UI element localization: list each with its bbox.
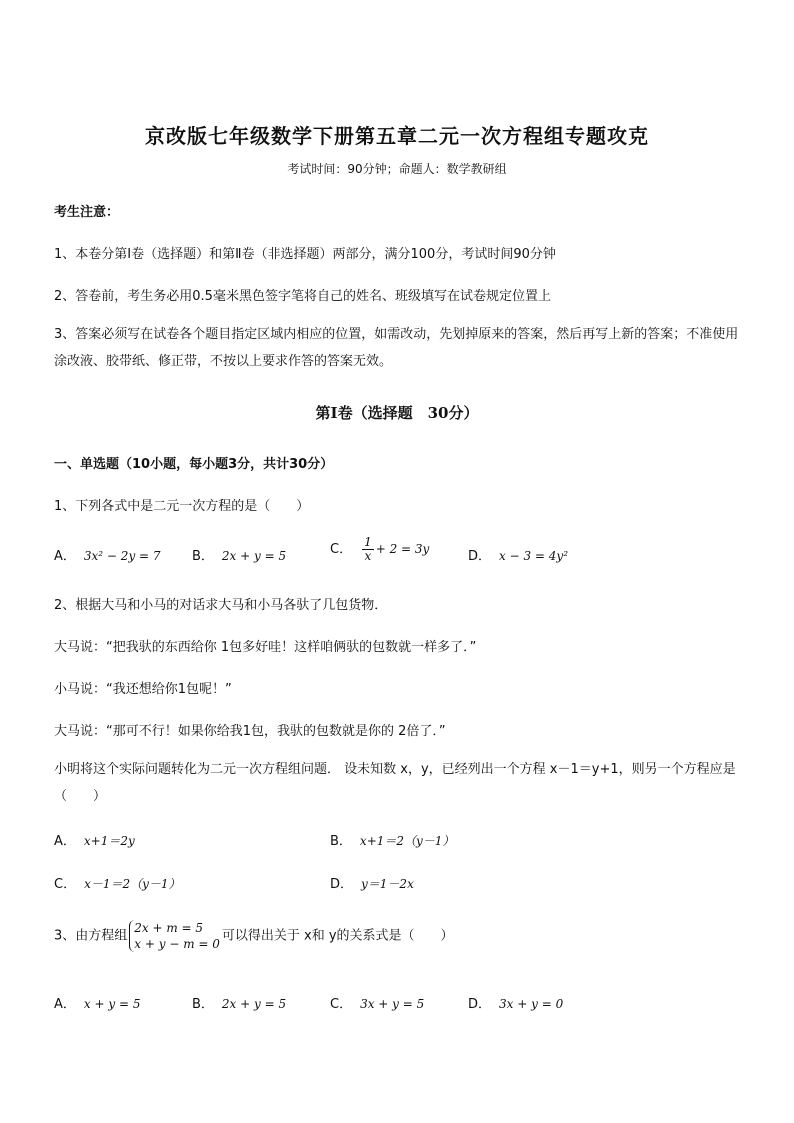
q2-dialog-2: 小马说：“我还想给你1包呢！” [54, 682, 232, 697]
q3-option-b[interactable] [192, 993, 286, 1012]
q2-stem: 2、根据大马和小马的对话求大马和小马各驮了几包货物． [54, 598, 388, 613]
option-label: D． [468, 997, 492, 1012]
q1-option-c[interactable] [330, 536, 429, 563]
option-label: A． [54, 549, 76, 564]
option-math: x − 3 = 4y² [499, 549, 569, 563]
q2-option-a[interactable] [54, 830, 135, 849]
part1-heading: 第Ⅰ卷（选择题 30分） [315, 404, 479, 422]
q1-option-d[interactable] [468, 545, 568, 564]
q3-option-c[interactable] [330, 993, 424, 1012]
option-math: 3x + y = 0 [499, 997, 564, 1011]
system-eq-1: 2x + m = 5 [134, 921, 204, 935]
q3-stem-prefix: 3、由方程组 [54, 928, 128, 944]
q1-option-b[interactable] [192, 545, 286, 564]
q3-option-a[interactable] [54, 993, 140, 1012]
option-math: 3x² − 2y = 7 [83, 549, 161, 563]
option-math: y＝1－2x [361, 877, 414, 891]
q1-stem: 1、下列各式中是二元一次方程的是（ ） [54, 499, 310, 514]
option-label: C． [54, 877, 77, 892]
option-label: B． [330, 834, 352, 849]
option-label: A． [54, 834, 76, 849]
option-math: 3x + y = 5 [360, 997, 425, 1011]
notice-item-1: 1、本卷分第Ⅰ卷（选择题）和第Ⅱ卷（非选择题）两部分，满分100分，考试时间90分钟 [54, 247, 556, 262]
system-eq-2: x + y − m = 0 [134, 937, 220, 951]
option-label: B． [192, 997, 214, 1012]
option-label: C． [330, 997, 353, 1012]
q3-stem-suffix: 可以得出关于 x和 y的关系式是（ ） [221, 928, 454, 944]
option-math: x+1＝2y [83, 834, 135, 848]
option-label: B． [192, 549, 214, 564]
option-label: D． [330, 877, 354, 892]
fraction-denominator: x [364, 549, 372, 563]
option-math: x+1＝2（y－1） [359, 834, 455, 848]
option-label: A． [54, 997, 76, 1012]
notice-heading: 考生注意： [54, 205, 120, 220]
option-math: x－1＝2（y－1） [84, 877, 181, 891]
exam-title: 京改版七年级数学下册第五章二元一次方程组专题攻克 [145, 124, 649, 148]
notice-item-2: 2、答卷前，考生务必用0.5毫米黑色签字笔将自己的姓名、班级填写在试卷规定位置上 [54, 289, 551, 304]
option-math: 2x + y = 5 [221, 997, 287, 1011]
q2-option-c[interactable] [54, 873, 181, 892]
q2-option-b[interactable] [330, 830, 454, 849]
fraction-numerator: 1 [364, 535, 372, 549]
exam-subtitle: 考试时间：90分钟；命题人：数学教研组 [287, 162, 507, 176]
option-label: C． [330, 542, 353, 557]
fraction [362, 536, 374, 563]
q2-dialog-3: 大马说：“那可不行！如果你给我1包，我驮的包数就是你的 2倍了．” [54, 724, 446, 739]
q3-option-d[interactable] [468, 993, 563, 1012]
q2-dialog-1: 大马说：“把我驮的东西给你 1包多好哇！这样咱俩驮的包数就一样多了．” [54, 640, 477, 655]
option-math: + 2 = 3y [375, 542, 430, 556]
option-math: 2x + y = 5 [221, 549, 287, 563]
q1-option-a[interactable] [54, 545, 161, 564]
option-label: D． [468, 549, 492, 564]
equation-system [129, 920, 220, 952]
q2-task: 小明将这个实际问题转化为二元一次方程组问题． 设未知数 x，y，已经列出一个方程 x－1＝y+1，则另一个方程应是（ ） [54, 762, 736, 804]
option-math: x + y = 5 [83, 997, 141, 1011]
notice-item-3: 3、答案必须写在试卷各个题目指定区域内相应的位置，如需改动，先划掉原来的答案，然后再写上新的答案；不准使用涂改液、胶带纸、修正带，不按以上要求作答的答案无效。 [54, 327, 739, 369]
q3-stem [54, 920, 744, 952]
section-heading: 一、单选题（10小题，每小题3分，共计30分） [54, 457, 334, 472]
q2-option-d[interactable] [330, 873, 414, 892]
